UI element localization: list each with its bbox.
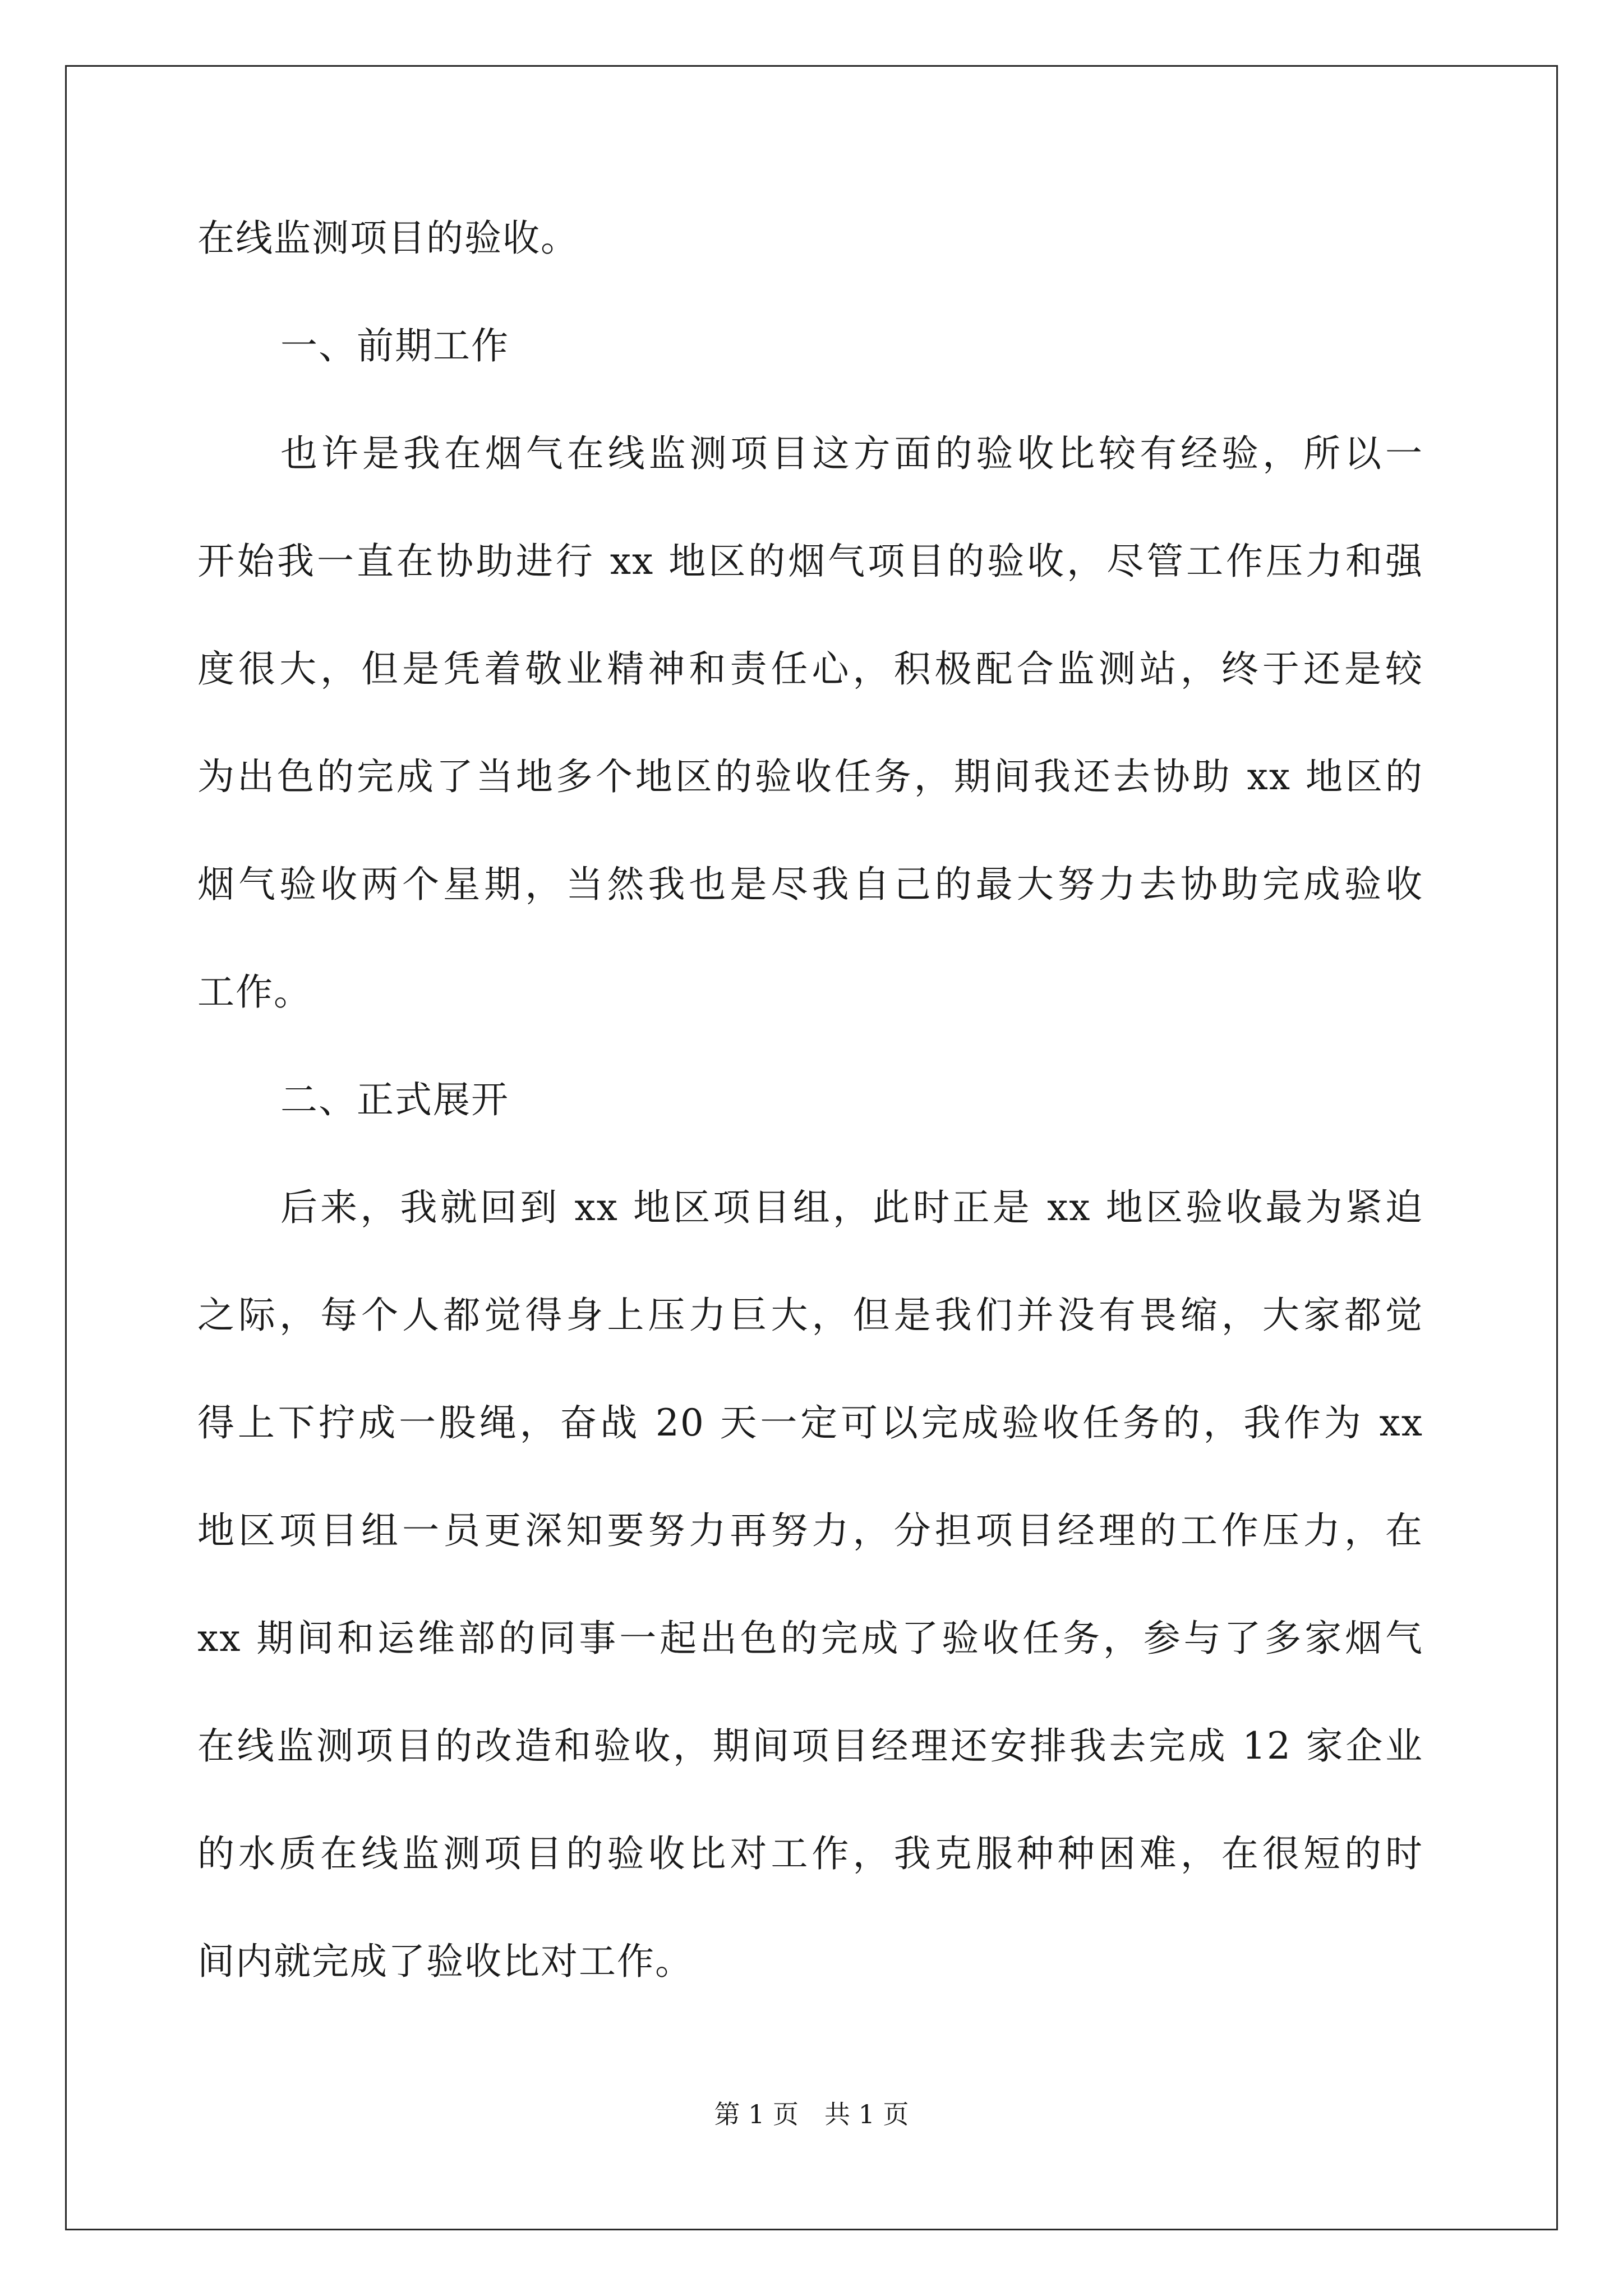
text-line: 得上下拧成一股绳，奋战 20 天一定可以完成验收任务的，我作为 xx	[197, 1401, 1423, 1444]
text-line: 之际，每个人都觉得身上压力巨大，但是我们并没有畏缩，大家都觉	[197, 1294, 1423, 1337]
text-line: 也许是我在烟气在线监测项目这方面的验收比较有经验，所以一	[280, 432, 1423, 475]
section-heading: 二、正式展开	[280, 1078, 509, 1121]
text-line: 开始我一直在协助进行 xx 地区的烟气项目的验收，尽管工作压力和强	[197, 540, 1423, 583]
document-body	[197, 217, 1423, 2051]
text-line: 度很大，但是凭着敬业精神和责任心，积极配合监测站，终于还是较	[197, 647, 1423, 691]
text-line: 间内就完成了验收比对工作。	[197, 1940, 693, 1983]
text-line: 后来，我就回到 xx 地区项目组，此时正是 xx 地区验收最为紧迫	[280, 1186, 1423, 1229]
section-heading: 一、前期工作	[280, 324, 509, 367]
text-line: 工作。	[197, 970, 312, 1014]
text-line: 在线监测项目的改造和验收，期间项目经理还安排我去完成 12 家企业	[197, 1724, 1423, 1768]
page-footer	[0, 2101, 1623, 2127]
text-line: 在线监测项目的验收。	[197, 217, 579, 260]
text-line: 的水质在线监测项目的验收比对工作，我克服种种困难，在很短的时	[197, 1832, 1423, 1875]
text-line: 地区项目组一员更深知要努力再努力，分担项目经理的工作压力，在	[197, 1509, 1423, 1552]
text-line: 为出色的完成了当地多个地区的验收任务，期间我还去协助 xx 地区的	[197, 755, 1423, 798]
page-number: 第 1 页	[714, 2099, 799, 2129]
page-count: 共 1 页	[824, 2099, 909, 2129]
text-line: 烟气验收两个星期，当然我也是尽我自己的最大努力去协助完成验收	[197, 863, 1423, 906]
text-line: xx 期间和运维部的同事一起出色的完成了验收任务，参与了多家烟气	[197, 1617, 1423, 1660]
